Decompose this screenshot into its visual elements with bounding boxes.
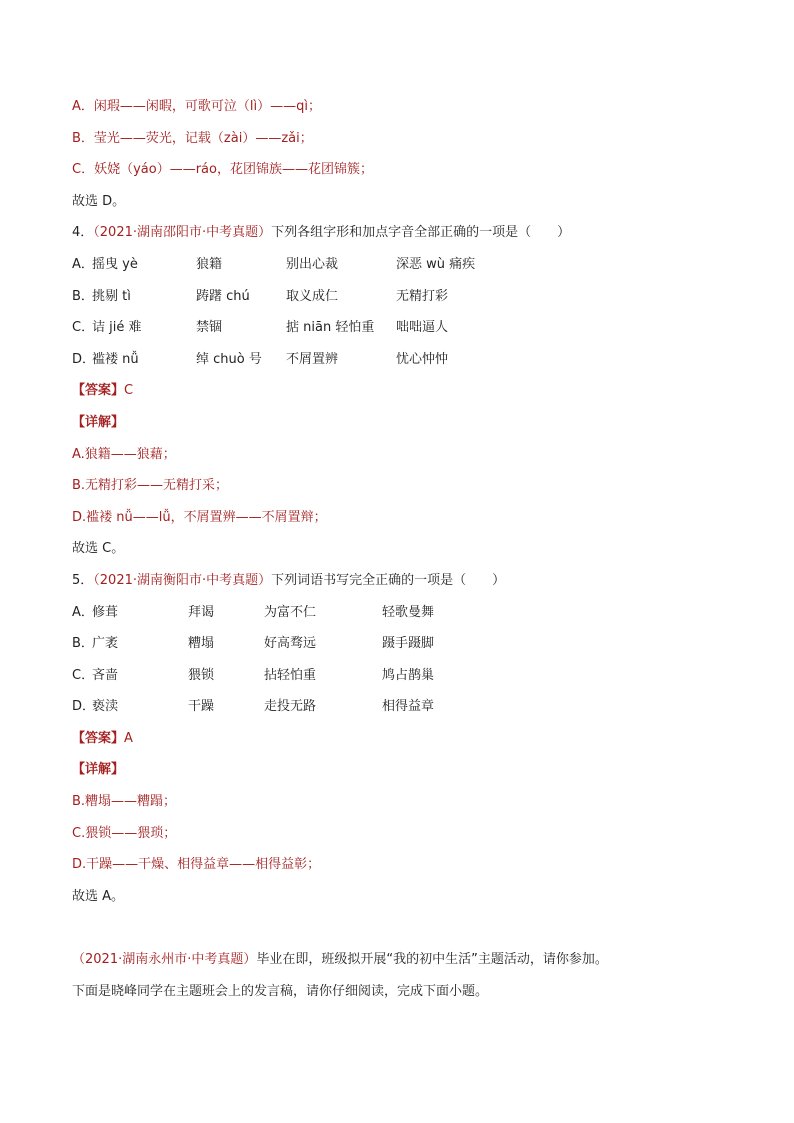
question-text: 下列词语书写完全正确的一项是（ ） (271, 572, 506, 588)
option-label: B． (72, 636, 94, 652)
question-number: 5． (72, 572, 94, 588)
question-5-answer (72, 728, 732, 750)
option-item: 忧心忡忡 (396, 351, 449, 367)
explanation-line-c: C．妖娆（yáo）——ráo，花团锦族——花团锦簇； (72, 162, 373, 178)
question-5-detail-line: D.干躁——干燥、相得益章——相得益彰； (72, 857, 321, 873)
question-number: 4． (72, 225, 94, 241)
question-5-detail-line: B.糟塌——糟蹋； (72, 794, 177, 810)
answer-label: 【答案】 (72, 383, 125, 399)
option-label: D． (72, 699, 96, 715)
answer-label: 【答案】 (72, 730, 125, 746)
question-5-option-d (72, 696, 732, 718)
option-label: C． (72, 320, 95, 336)
question-5-detail-label: 【详解】 (72, 762, 125, 778)
question-5-option-b (72, 633, 732, 655)
intro-text: 毕业在即，班级拟开展“我的初中生活”主题活动，请你参加。 (256, 952, 608, 968)
option-item: 诘 jié 难 (92, 320, 142, 336)
option-item: 为富不仁 (264, 604, 317, 620)
option-item: 猥锁 (188, 667, 215, 683)
option-item: 亵渎 (92, 699, 119, 715)
option-item: 绰 chuò 号 (196, 351, 262, 367)
option-item: 修葺 (92, 604, 119, 620)
option-item: 相得益章 (382, 699, 435, 715)
document-page (72, 96, 732, 1013)
next-intro-line-1 (72, 949, 732, 971)
option-label: B． (72, 288, 94, 304)
answer-value: C (124, 383, 134, 399)
question-4-detail-line: B.无精打彩——无精打采； (72, 478, 229, 494)
option-item: 摇曳 yè (92, 256, 138, 272)
option-item: 别出心裁 (286, 256, 339, 272)
option-item: 无精打彩 (396, 288, 449, 304)
option-item: 广袤 (92, 636, 119, 652)
option-item: 蹑手蹑脚 (382, 636, 435, 652)
question-text: 下列各组字形和加点字音全部正确的一项是（ ） (271, 225, 571, 241)
next-intro-line-2: 下面是晓峰同学在主题班会上的发言稿，请你仔细阅读，完成下面小题。 (72, 984, 489, 1000)
option-item: 取义成仁 (286, 288, 339, 304)
option-item: 挑剔 tì (92, 288, 131, 304)
option-item: 吝啬 (92, 667, 119, 683)
option-item: 轻歌曼舞 (382, 604, 435, 620)
option-label: A． (72, 604, 94, 620)
question-4-conclusion: 故选 C。 (72, 541, 125, 557)
option-item: 狼籍 (196, 256, 223, 272)
question-5-option-a (72, 602, 732, 624)
section-spacer (72, 917, 732, 949)
question-4-detail-line: D.褴褛 nǚ——lǚ，不屑置辨——不屑置辩； (72, 509, 327, 525)
option-item: 禁锢 (196, 320, 223, 336)
question-source: （2021·湖南衡阳市·中考真题） (93, 572, 272, 588)
option-item: 踌躇 chú (196, 288, 250, 304)
question-4-option-b (72, 286, 732, 308)
option-label: C． (72, 667, 95, 683)
option-item: 鸠占鹊巢 (382, 667, 435, 683)
question-4-stem (72, 222, 732, 244)
option-item: 好高骛远 (264, 636, 317, 652)
question-5-option-c (72, 665, 732, 687)
option-item: 拈轻怕重 (264, 667, 317, 683)
question-4-detail-line: A.狼籍——狼藉； (72, 446, 176, 462)
question-4-detail-label: 【详解】 (72, 414, 125, 430)
option-item: 走投无路 (264, 699, 317, 715)
option-item: 咄咄逼人 (396, 320, 449, 336)
option-item: 褴褛 nǚ (92, 351, 139, 367)
option-item: 拜谒 (188, 604, 215, 620)
option-item: 掂 niān 轻怕重 (286, 320, 375, 336)
question-5-stem (72, 570, 732, 592)
question-4-option-d (72, 349, 732, 371)
question-4-option-c (72, 317, 732, 339)
option-label: D． (72, 351, 96, 367)
question-5-conclusion: 故选 A。 (72, 888, 125, 904)
explanation-line-b: B．莹光——荧光，记载（zài）——zǎi； (72, 130, 313, 146)
intro-source: （2021·湖南永州市·中考真题） (72, 952, 257, 968)
option-item: 干躁 (188, 699, 215, 715)
answer-value: A (124, 730, 133, 746)
question-4-answer (72, 380, 732, 402)
option-label: A． (72, 256, 94, 272)
prev-conclusion: 故选 D。 (72, 193, 126, 209)
question-source: （2021·湖南邵阳市·中考真题） (93, 225, 272, 241)
explanation-line-a: A．闲瑕——闲暇，可歌可泣（lì）——qì； (72, 99, 321, 114)
question-4-option-a (72, 254, 732, 276)
option-item: 糟塌 (188, 636, 215, 652)
option-item: 深恶 wù 痛疾 (396, 256, 476, 272)
option-item: 不屑置辨 (286, 351, 339, 367)
question-5-detail-line: C.猥锁——猥琐； (72, 825, 177, 841)
